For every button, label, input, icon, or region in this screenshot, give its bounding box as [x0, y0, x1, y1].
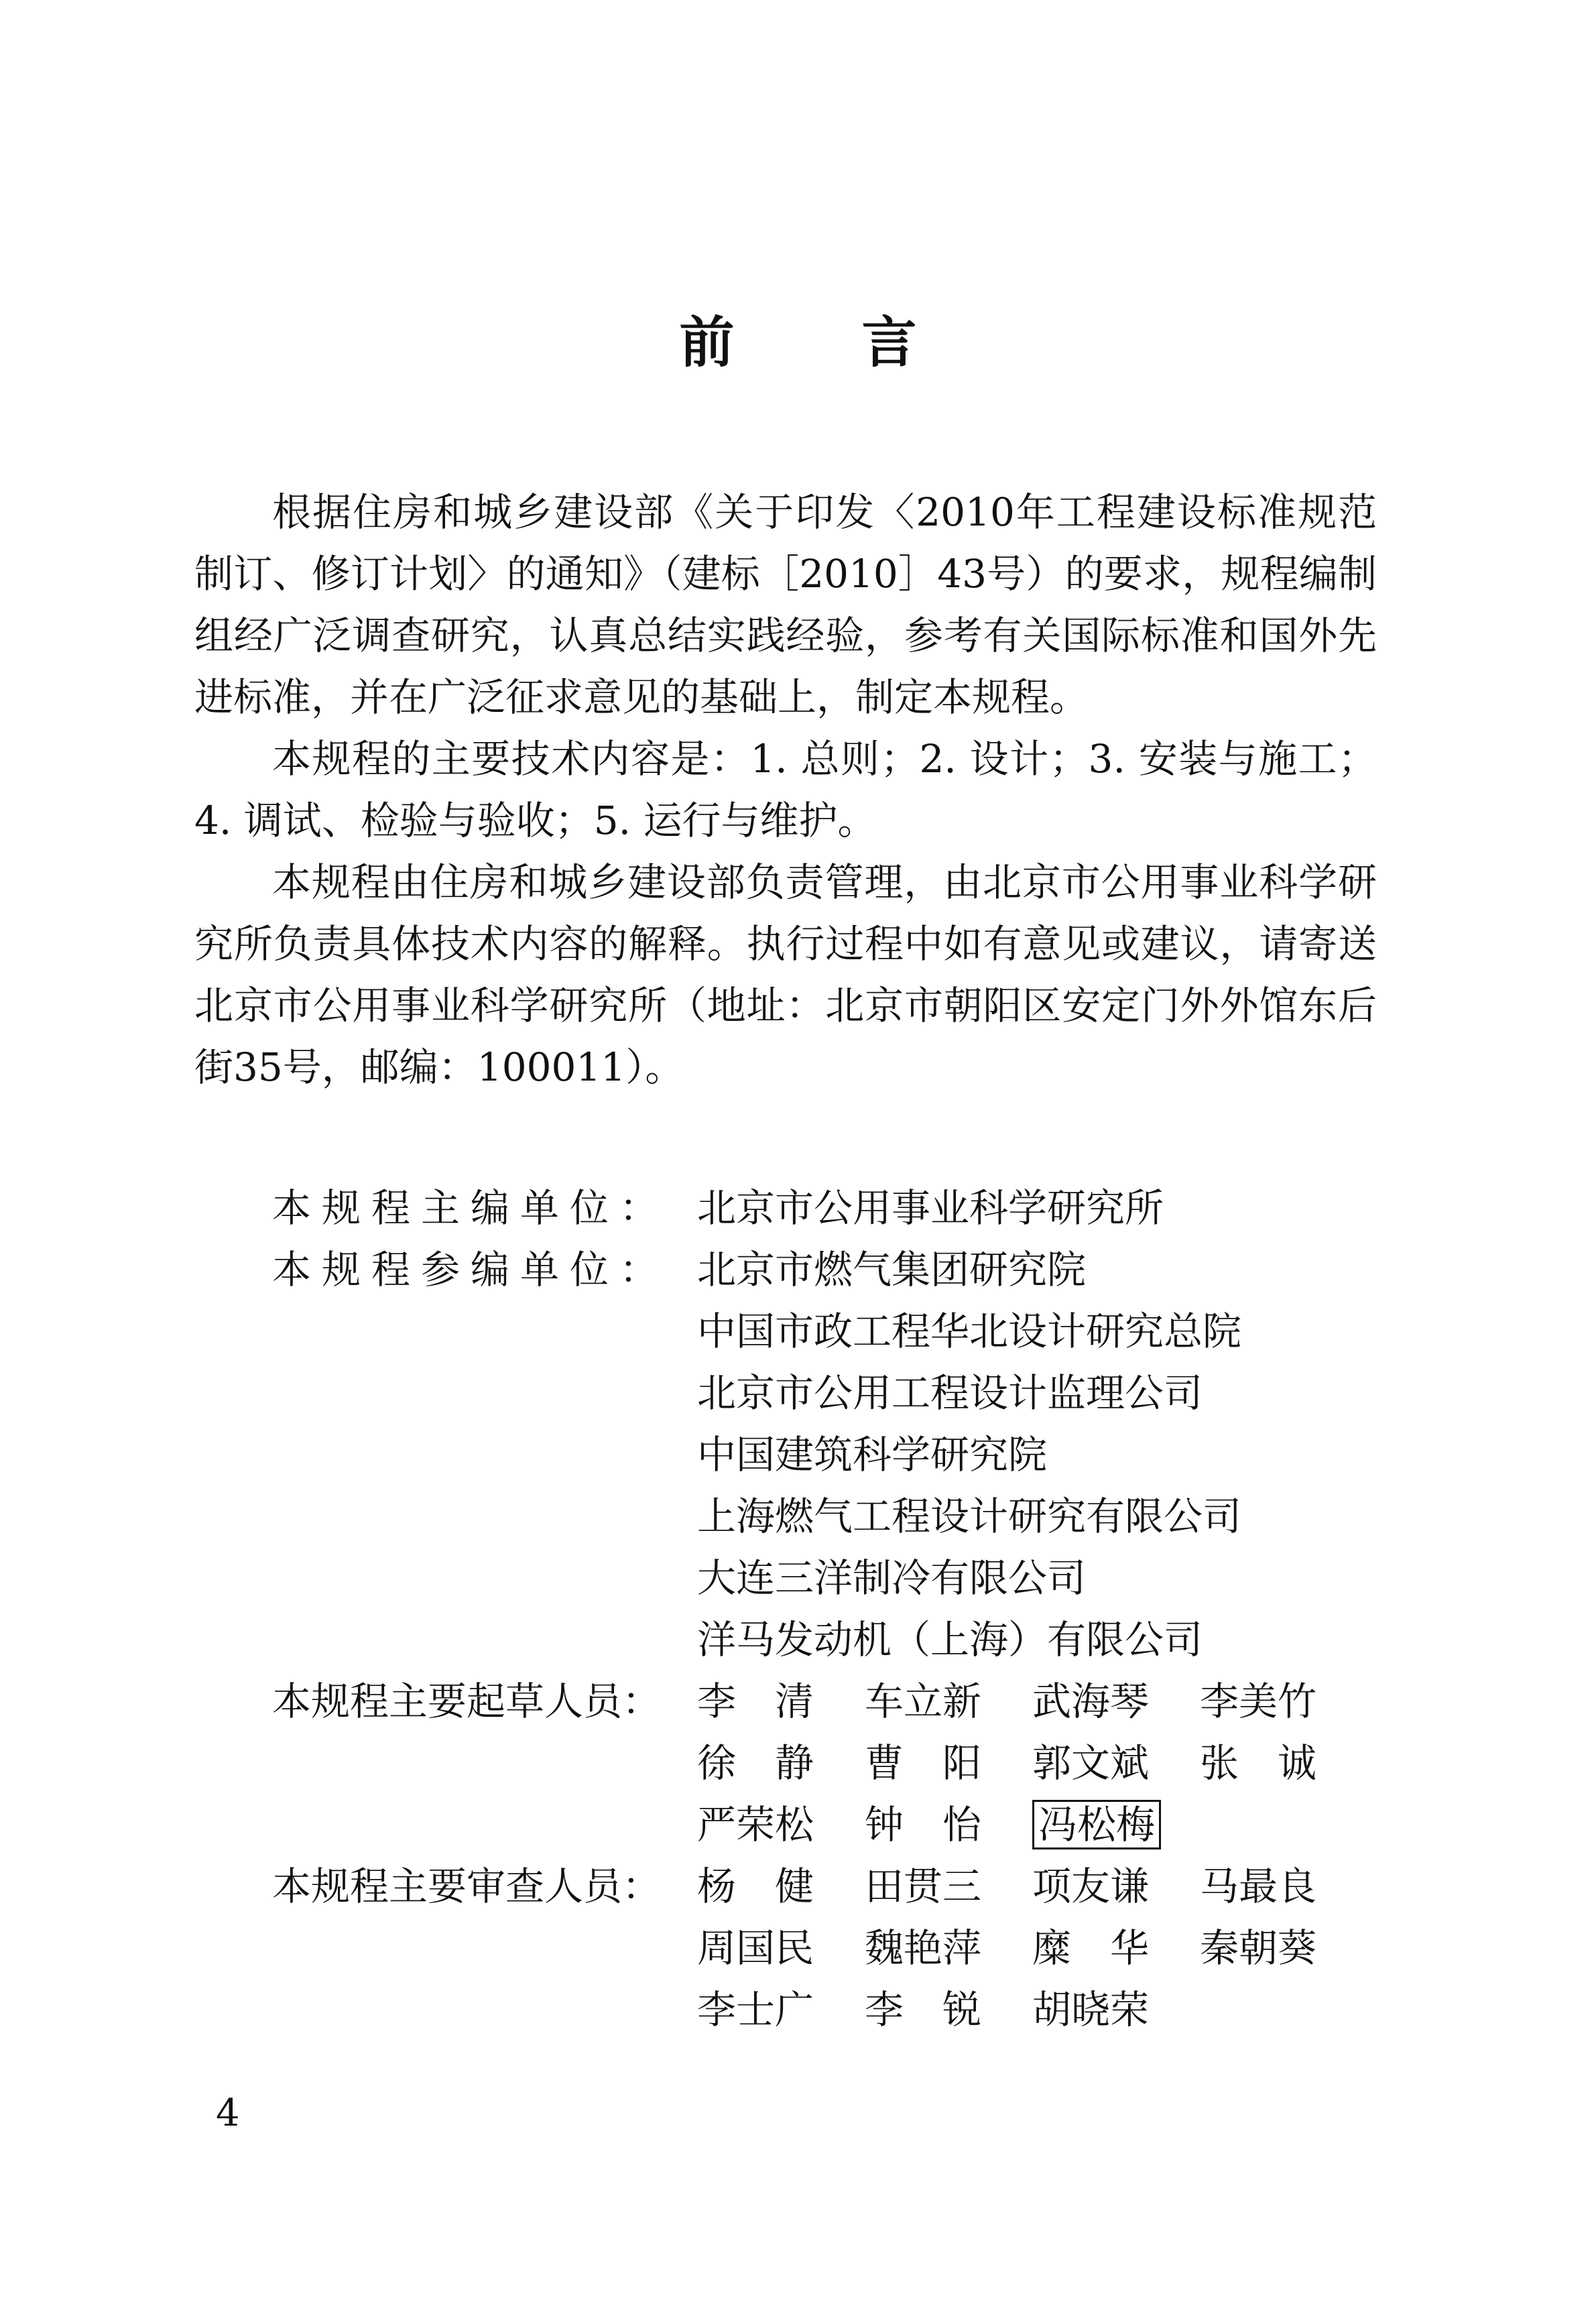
reviewer-name: 田贯三 [865, 1864, 982, 1909]
participating-unit: 上海燃气工程设计研究有限公司 [697, 1494, 1242, 1539]
chief-unit-label: 本规程主编单位： [272, 1185, 670, 1231]
reviewer-name: 马最良 [1200, 1864, 1317, 1909]
boxed-name-text: 冯松梅 [1032, 1800, 1161, 1849]
reviewer-name: 魏艳萍 [865, 1925, 982, 1971]
drafter-name: 李 清 [697, 1679, 814, 1724]
drafter-name: 郭文斌 [1032, 1740, 1150, 1786]
reviewer-name: 周国民 [697, 1925, 814, 1971]
reviewers-name-row [697, 1917, 1401, 1979]
reviewer-name: 胡晓荣 [1032, 1987, 1150, 2032]
paragraph-contents: 本规程的主要技术内容是：1. 总则；2. 设计；3. 安装与施工；4. 调试、检验与验收；5. 运行与维护。 [194, 736, 1377, 843]
drafter-name: 张 诚 [1200, 1740, 1317, 1786]
participating-units-row [194, 1239, 1401, 1670]
participating-unit: 大连三洋制冷有限公司 [697, 1555, 1087, 1601]
drafter-name: 严荣松 [697, 1802, 814, 1847]
drafter-name: 徐 静 [697, 1740, 814, 1786]
paragraph-basis: 根据住房和城乡建设部《关于印发〈2010年工程建设标准规范制订、修订计划〉的通知》（建标［2010］43号）的要求，规程编制组经广泛调查研究，认真总结实践经验，参考有关国际标准和国外先进标准，并在广泛征求意见的基础上，制定本规程。 [194, 489, 1377, 720]
drafter-name: 车立新 [865, 1679, 982, 1724]
reviewer-name: 糜 华 [1032, 1925, 1150, 1971]
paragraph-management: 本规程由住房和城乡建设部负责管理，由北京市公用事业科学研究所负责具体技术内容的解释。执行过程中如有意见或建议，请寄送北京市公用事业科学研究所（地址：北京市朝阳区安定门外外馆东后街35号，邮编：100011）。 [194, 859, 1377, 1090]
reviewer-name: 秦朝葵 [1200, 1925, 1317, 1971]
drafter-name: 李美竹 [1200, 1679, 1317, 1724]
drafter-name: 钟 怡 [865, 1802, 982, 1847]
drafters-name-row [697, 1670, 1401, 1732]
participating-unit: 中国市政工程华北设计研究总院 [697, 1309, 1242, 1354]
reviewers-name-row [697, 1979, 1401, 2041]
participating-unit: 北京市公用工程设计监理公司 [697, 1370, 1203, 1416]
drafter-name-boxed [1032, 1794, 1200, 1856]
credits-list [194, 1177, 1401, 2041]
chief-unit-row [194, 1177, 1401, 1239]
reviewer-name: 杨 健 [697, 1864, 814, 1909]
participating-unit: 北京市燃气集团研究院 [697, 1247, 1087, 1292]
reviewers-label: 本规程主要审查人员： [272, 1864, 662, 1909]
page-number: 4 [216, 2091, 240, 2135]
page-title: 前言 [679, 310, 1044, 375]
drafters-name-row [697, 1732, 1401, 1794]
drafters-name-row [697, 1794, 1401, 1856]
drafters-label: 本规程主要起草人员： [272, 1679, 662, 1724]
reviewers-row [194, 1856, 1401, 2041]
participating-unit: 洋马发动机（上海）有限公司 [697, 1617, 1203, 1662]
drafter-name: 曹 阳 [865, 1740, 982, 1786]
participating-unit: 中国建筑科学研究院 [697, 1432, 1048, 1477]
reviewer-name: 李 锐 [865, 1987, 982, 2032]
chief-unit-value: 北京市公用事业科学研究所 [697, 1185, 1164, 1231]
drafter-name: 武海琴 [1032, 1679, 1150, 1724]
reviewer-name: 李士广 [697, 1987, 814, 2032]
reviewer-name: 项友谦 [1032, 1864, 1150, 1909]
reviewers-name-row [697, 1856, 1401, 1917]
preface-body [194, 481, 1377, 1098]
drafters-row [194, 1670, 1401, 1856]
participating-units-label: 本规程参编单位： [272, 1247, 670, 1292]
